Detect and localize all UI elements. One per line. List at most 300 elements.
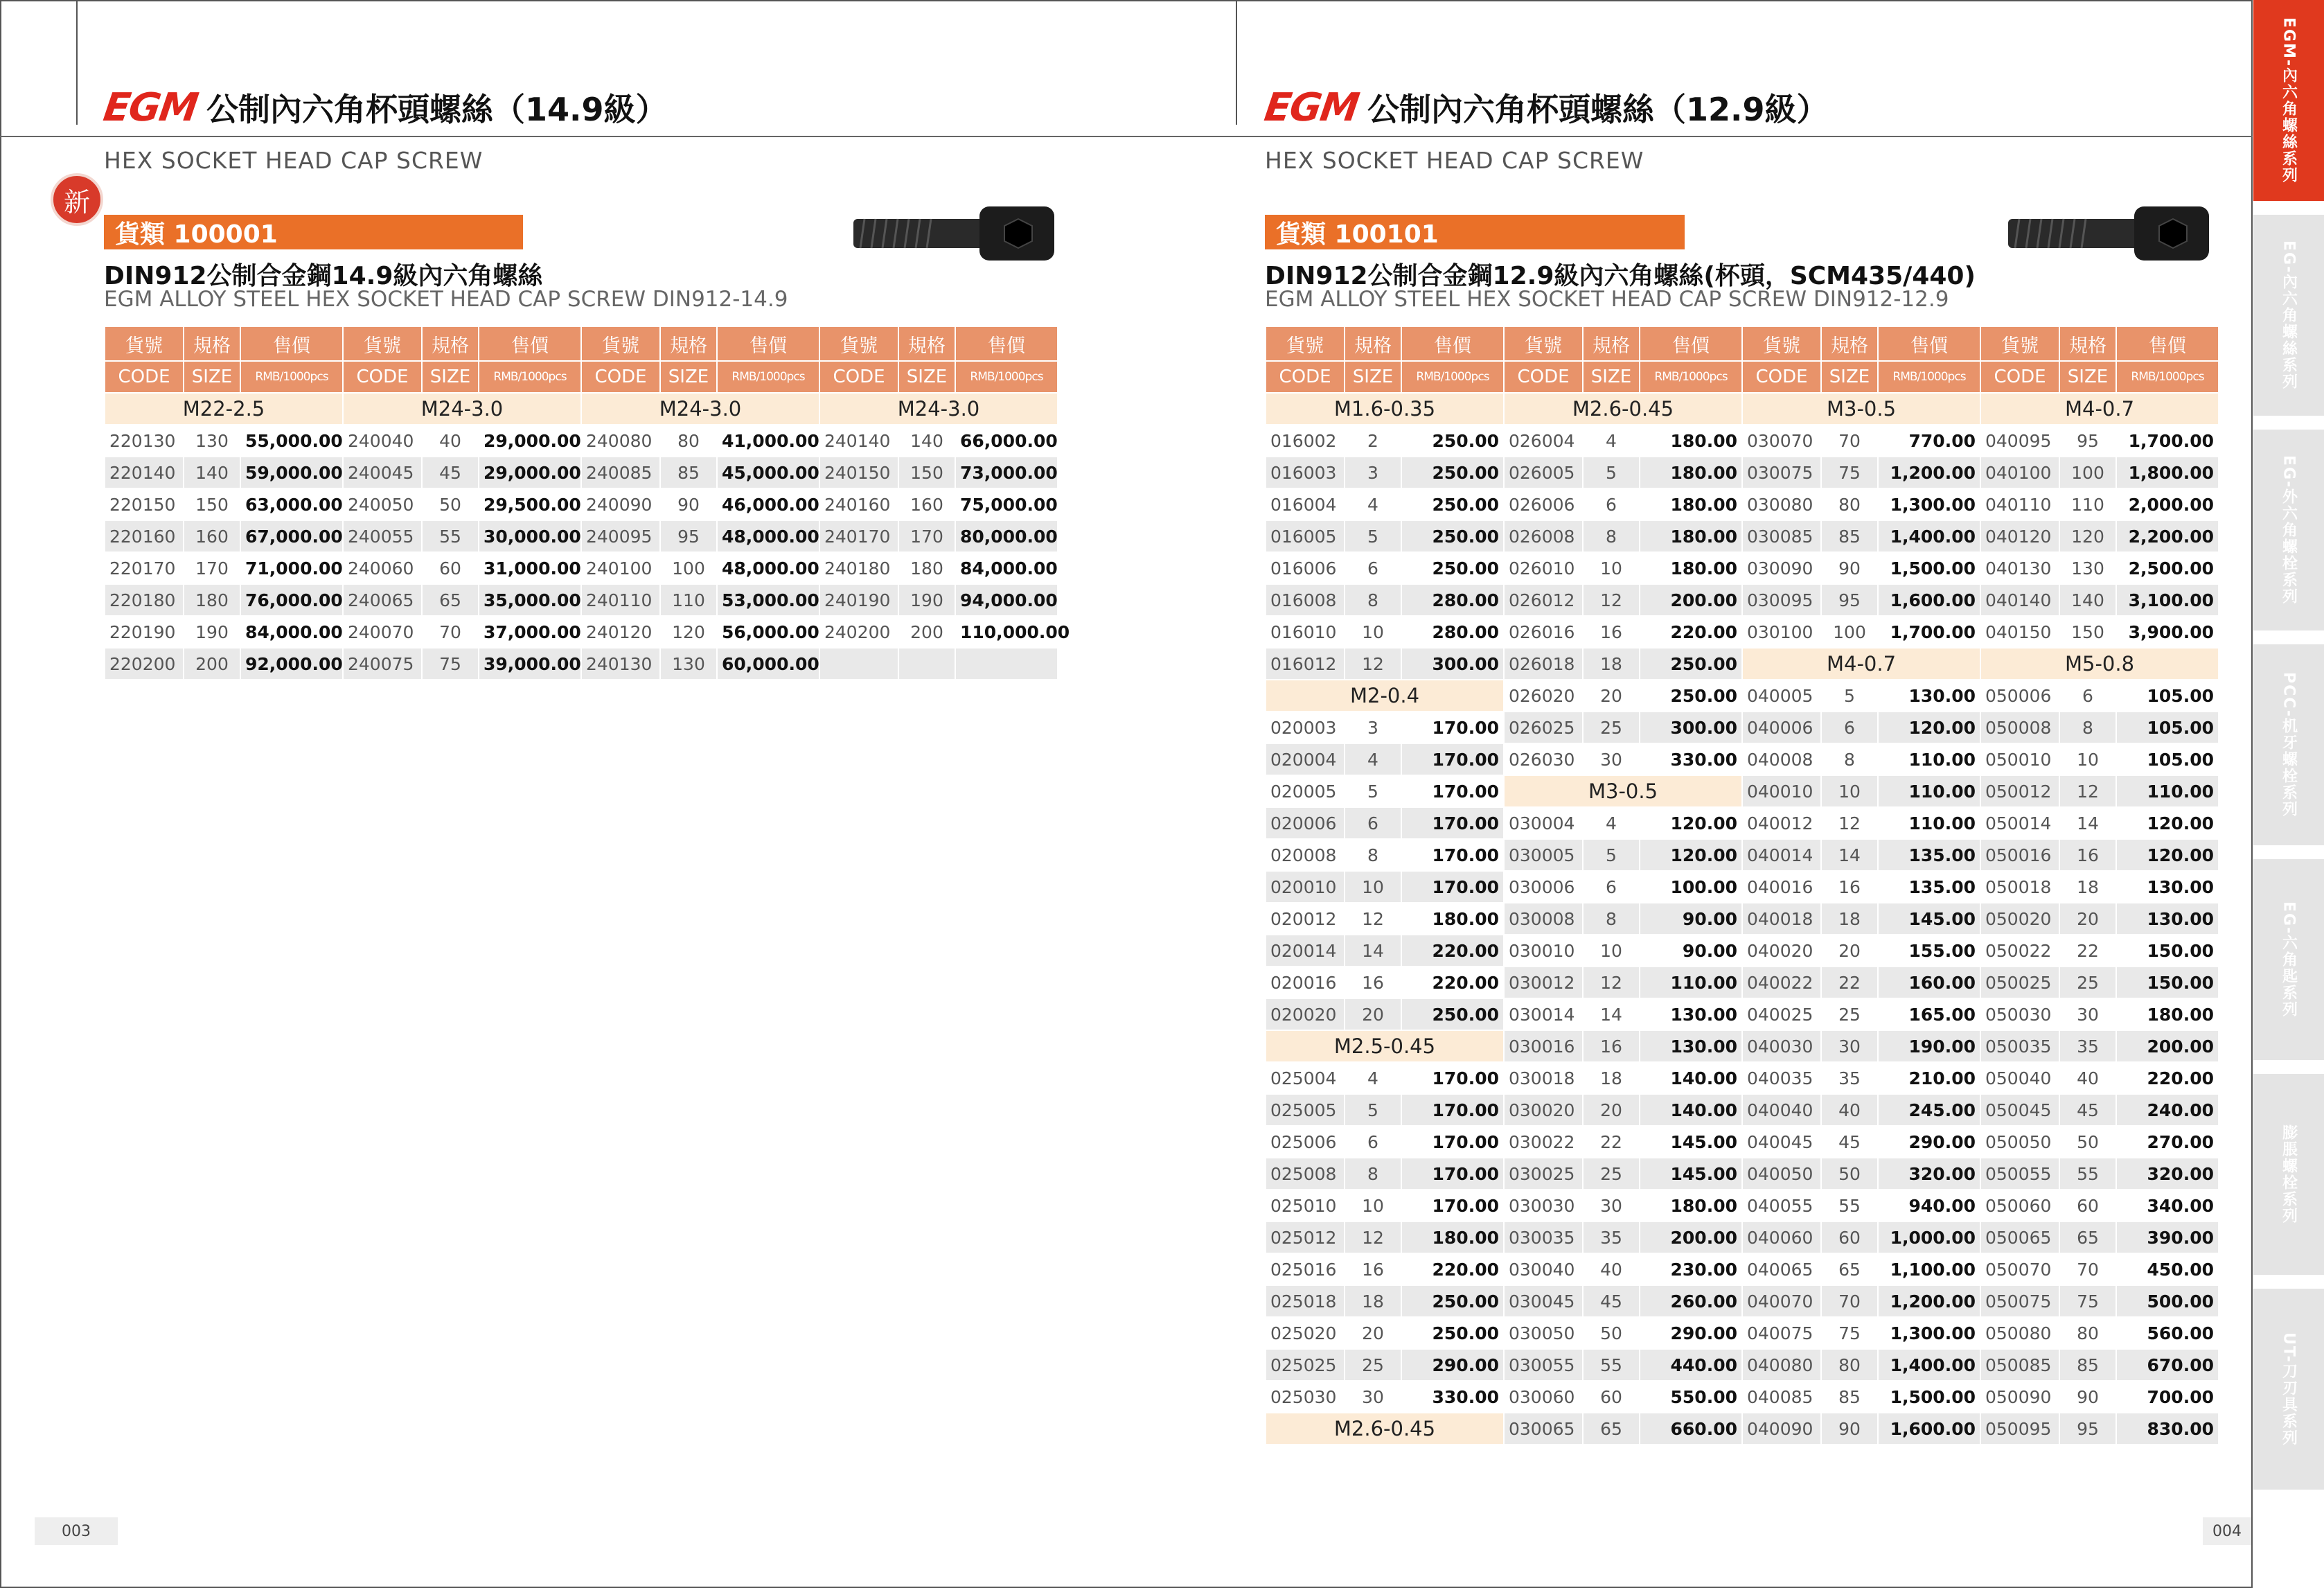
page-subtitle: HEX SOCKET HEAD CAP SCREW <box>1265 147 1644 174</box>
item-code: 030035 <box>1504 1221 1583 1253</box>
table-row <box>1266 998 2219 1030</box>
item-price: 250.00 <box>1401 1317 1504 1349</box>
spec-header: M2.6-0.45 <box>1504 393 1742 425</box>
item-code: 050006 <box>1980 680 2059 712</box>
item-size: 8 <box>1345 1158 1401 1190</box>
item-price: 60,000.00 <box>717 648 819 680</box>
screw-image <box>2005 202 2213 265</box>
item-code: 050035 <box>1980 1030 2059 1062</box>
item-price: 63,000.00 <box>240 488 343 520</box>
item-code: 026008 <box>1504 520 1583 552</box>
spec-header: M5-0.8 <box>1980 648 2219 680</box>
item-size: 6 <box>1345 807 1401 839</box>
item-price: 180.00 <box>2116 998 2219 1030</box>
item-price: 1,200.00 <box>1878 457 1980 488</box>
item-code: 220140 <box>105 457 184 488</box>
item-size: 6 <box>1821 712 1878 743</box>
item-price: 37,000.00 <box>479 616 581 648</box>
item-price: 450.00 <box>2116 1253 2219 1285</box>
item-code: 240130 <box>581 648 660 680</box>
item-price: 500.00 <box>2116 1285 2219 1317</box>
item-code: 040035 <box>1742 1062 1821 1094</box>
sidebar-tab-3[interactable]: PCC-机牙螺栓系列 <box>2253 644 2324 845</box>
item-price: 2,200.00 <box>2116 520 2219 552</box>
item-code: 040045 <box>1742 1126 1821 1158</box>
item-size: 14 <box>1583 998 1640 1030</box>
item-code: 026020 <box>1504 680 1583 712</box>
item-size: 60 <box>1821 1221 1878 1253</box>
item-price: 290.00 <box>1401 1349 1504 1381</box>
header-code-cn: 貨號 <box>105 326 184 361</box>
item-size: 5 <box>1345 1094 1401 1126</box>
new-badge: 新 <box>51 173 103 226</box>
left-price-table <box>104 326 1070 680</box>
item-code: 040040 <box>1742 1094 1821 1126</box>
item-price: 180.00 <box>1640 520 1742 552</box>
item-code: 030010 <box>1504 935 1583 967</box>
item-code: 040006 <box>1742 712 1821 743</box>
item-code: 030016 <box>1504 1030 1583 1062</box>
item-code: 040018 <box>1742 903 1821 935</box>
item-size: 3 <box>1345 712 1401 743</box>
item-price: 150.00 <box>2116 967 2219 998</box>
item-price: 170.00 <box>1401 712 1504 743</box>
header-code-cn: 貨號 <box>1742 326 1821 361</box>
header-size-en: SIZE <box>660 361 717 393</box>
sidebar-tab-5[interactable]: 膨脹螺栓系列 <box>2253 1074 2324 1275</box>
item-price: 660.00 <box>1640 1413 1742 1445</box>
item-size: 80 <box>1821 1349 1878 1381</box>
item-size: 70 <box>2059 1253 2116 1285</box>
item-code: 050040 <box>1980 1062 2059 1094</box>
item-price: 1,700.00 <box>1878 616 1980 648</box>
item-price: 29,000.00 <box>479 425 581 457</box>
table-row <box>1266 488 2219 520</box>
item-size: 4 <box>1345 1062 1401 1094</box>
header-code-cn: 貨號 <box>819 326 898 361</box>
item-code: 026025 <box>1504 712 1583 743</box>
item-price: 250.00 <box>1401 1285 1504 1317</box>
item-size: 45 <box>1821 1126 1878 1158</box>
header-code-cn: 貨號 <box>1266 326 1345 361</box>
item-size: 170 <box>898 520 955 552</box>
item-code: 020008 <box>1266 839 1345 871</box>
item-size: 5 <box>1583 457 1640 488</box>
item-code: 240085 <box>581 457 660 488</box>
item-size: 18 <box>1345 1285 1401 1317</box>
item-price: 140.00 <box>1640 1094 1742 1126</box>
item-code: 020005 <box>1266 775 1345 807</box>
item-size: 90 <box>1821 1413 1878 1445</box>
item-price: 170.00 <box>1401 775 1504 807</box>
item-size: 170 <box>184 552 240 584</box>
item-code: 050080 <box>1980 1317 2059 1349</box>
item-code: 240060 <box>343 552 422 584</box>
item-size: 20 <box>1821 935 1878 967</box>
item-code: 040055 <box>1742 1190 1821 1221</box>
item-size: 30 <box>1821 1030 1878 1062</box>
header-size-cn: 規格 <box>1583 326 1640 361</box>
product-title: DIN912公制合金鋼12.9級內六角螺絲(杯頭，SCM435/440) <box>1265 262 1976 290</box>
item-code: 030005 <box>1504 839 1583 871</box>
item-code: 240100 <box>581 552 660 584</box>
item-size: 45 <box>1583 1285 1640 1317</box>
item-price: 135.00 <box>1878 871 1980 903</box>
spine-line <box>1236 0 1237 125</box>
item-price: 220.00 <box>1401 935 1504 967</box>
item-size: 6 <box>1583 488 1640 520</box>
spec-header: M24-3.0 <box>581 393 819 425</box>
item-size: 20 <box>1583 1094 1640 1126</box>
item-price: 220.00 <box>1401 1253 1504 1285</box>
header-price-cn: 售價 <box>955 326 1058 361</box>
left-margin-line <box>76 0 78 125</box>
item-code: 025004 <box>1266 1062 1345 1094</box>
item-size: 100 <box>1821 616 1878 648</box>
item-code: 025025 <box>1266 1349 1345 1381</box>
item-size: 140 <box>184 457 240 488</box>
item-code: 040014 <box>1742 839 1821 871</box>
item-price: 1,200.00 <box>1878 1285 1980 1317</box>
item-code: 040085 <box>1742 1381 1821 1413</box>
spec-header: M24-3.0 <box>819 393 1058 425</box>
item-price: 75,000.00 <box>955 488 1058 520</box>
item-code: 016008 <box>1266 584 1345 616</box>
item-size: 110 <box>2059 488 2116 520</box>
item-size: 140 <box>898 425 955 457</box>
item-size: 65 <box>2059 1221 2116 1253</box>
header-code-en: CODE <box>1504 361 1583 393</box>
sidebar-tab-6[interactable]: UT-刀刃具系列 <box>2253 1289 2324 1490</box>
item-price: 92,000.00 <box>240 648 343 680</box>
item-size: 4 <box>1345 488 1401 520</box>
item-code: 030018 <box>1504 1062 1583 1094</box>
header-price-cn: 售價 <box>1640 326 1742 361</box>
item-price: 29,500.00 <box>479 488 581 520</box>
item-size: 95 <box>1821 584 1878 616</box>
spec-header: M2.6-0.45 <box>1266 1413 1504 1445</box>
item-price: 170.00 <box>1401 743 1504 775</box>
item-price: 560.00 <box>2116 1317 2219 1349</box>
table-row <box>1266 871 2219 903</box>
header-code-en: CODE <box>1742 361 1821 393</box>
item-price: 130.00 <box>1640 998 1742 1030</box>
item-size: 6 <box>1583 871 1640 903</box>
item-size: 35 <box>2059 1030 2116 1062</box>
header-code-en: CODE <box>1266 361 1345 393</box>
item-code: 030095 <box>1742 584 1821 616</box>
table-row <box>1266 1126 2219 1158</box>
item-code: 050085 <box>1980 1349 2059 1381</box>
item-code: 050070 <box>1980 1253 2059 1285</box>
item-size: 100 <box>660 552 717 584</box>
spec-header: M2.5-0.45 <box>1266 1030 1504 1062</box>
item-code: 050045 <box>1980 1094 2059 1126</box>
item-price: 320.00 <box>1878 1158 1980 1190</box>
item-price: 1,700.00 <box>2116 425 2219 457</box>
spec-header: M4-0.7 <box>1980 393 2219 425</box>
item-code: 050018 <box>1980 871 2059 903</box>
item-price: 110,000.00 <box>955 616 1058 648</box>
item-code: 050065 <box>1980 1221 2059 1253</box>
item-size: 95 <box>2059 425 2116 457</box>
item-size: 20 <box>1345 1317 1401 1349</box>
table-row <box>1266 807 2219 839</box>
title-rule <box>0 136 1236 137</box>
item-price: 300.00 <box>1401 648 1504 680</box>
header-size-en: SIZE <box>422 361 479 393</box>
item-price: 80,000.00 <box>955 520 1058 552</box>
item-size: 50 <box>422 488 479 520</box>
item-code: 040130 <box>1980 552 2059 584</box>
table-row <box>105 520 1058 552</box>
table-row <box>1266 552 2219 584</box>
item-price: 170.00 <box>1401 871 1504 903</box>
item-price: 280.00 <box>1401 616 1504 648</box>
item-size: 10 <box>1821 775 1878 807</box>
item-price: 90.00 <box>1640 903 1742 935</box>
item-price: 440.00 <box>1640 1349 1742 1381</box>
item-size: 95 <box>660 520 717 552</box>
item-price: 1,500.00 <box>1878 1381 1980 1413</box>
item-size: 75 <box>2059 1285 2116 1317</box>
item-code: 040025 <box>1742 998 1821 1030</box>
item-price: 110.00 <box>1878 807 1980 839</box>
item-price: 770.00 <box>1878 425 1980 457</box>
item-code: 025030 <box>1266 1381 1345 1413</box>
category-bar: 貨類 100001 <box>104 215 523 249</box>
item-code: 040016 <box>1742 871 1821 903</box>
item-code: 026006 <box>1504 488 1583 520</box>
item-code: 016012 <box>1266 648 1345 680</box>
table-row <box>1266 1317 2219 1349</box>
item-price: 250.00 <box>1640 648 1742 680</box>
item-code: 050010 <box>1980 743 2059 775</box>
spec-header: M4-0.7 <box>1742 648 1980 680</box>
item-size: 90 <box>2059 1381 2116 1413</box>
header-price-cn: 售價 <box>2116 326 2219 361</box>
item-code: 220200 <box>105 648 184 680</box>
item-size: 75 <box>1821 1317 1878 1349</box>
item-price: 700.00 <box>2116 1381 2219 1413</box>
header-code-en: CODE <box>105 361 184 393</box>
item-size: 18 <box>1583 1062 1640 1094</box>
item-size: 65 <box>422 584 479 616</box>
item-price: 155.00 <box>1878 935 1980 967</box>
item-code: 240040 <box>343 425 422 457</box>
item-price: 320.00 <box>2116 1158 2219 1190</box>
item-size: 120 <box>2059 520 2116 552</box>
header-price-unit: RMB/1000pcs <box>1401 361 1504 393</box>
item-code: 240110 <box>581 584 660 616</box>
item-size: 16 <box>1583 1030 1640 1062</box>
item-size: 10 <box>1345 871 1401 903</box>
item-code: 030090 <box>1742 552 1821 584</box>
table-row <box>1266 393 2219 425</box>
item-price: 180.00 <box>1640 488 1742 520</box>
item-price: 31,000.00 <box>479 552 581 584</box>
item-size: 14 <box>1345 935 1401 967</box>
item-price: 120.00 <box>2116 839 2219 871</box>
item-size: 4 <box>1583 425 1640 457</box>
item-price: 120.00 <box>1640 839 1742 871</box>
item-code: 026030 <box>1504 743 1583 775</box>
item-price: 940.00 <box>1878 1190 1980 1221</box>
item-price: 250.00 <box>1401 488 1504 520</box>
page-title: 公制內六角杯頭螺絲（12.9級） <box>1367 91 1829 128</box>
item-code: 020004 <box>1266 743 1345 775</box>
item-code: 025008 <box>1266 1158 1345 1190</box>
item-code: 050055 <box>1980 1158 2059 1190</box>
item-code: 025006 <box>1266 1126 1345 1158</box>
header-size-cn: 規格 <box>422 326 479 361</box>
item-code: 030065 <box>1504 1413 1583 1445</box>
item-size: 65 <box>1583 1413 1640 1445</box>
item-size: 35 <box>1583 1221 1640 1253</box>
item-size: 130 <box>660 648 717 680</box>
item-code: 016006 <box>1266 552 1345 584</box>
spec-header: M22-2.5 <box>105 393 343 425</box>
item-size: 100 <box>2059 457 2116 488</box>
item-code: 040005 <box>1742 680 1821 712</box>
spec-header: M1.6-0.35 <box>1266 393 1504 425</box>
item-code: 025020 <box>1266 1317 1345 1349</box>
item-code: 020010 <box>1266 871 1345 903</box>
item-code: 030100 <box>1742 616 1821 648</box>
item-size: 120 <box>660 616 717 648</box>
item-size: 110 <box>660 584 717 616</box>
sidebar-tab-2[interactable]: EG-外六角螺栓系列 <box>2253 430 2324 630</box>
item-code: 240045 <box>343 457 422 488</box>
table-row <box>105 488 1058 520</box>
item-code: 020012 <box>1266 903 1345 935</box>
item-price: 180.00 <box>1640 425 1742 457</box>
item-size: 10 <box>1583 935 1640 967</box>
item-price: 76,000.00 <box>240 584 343 616</box>
item-price: 290.00 <box>1878 1126 1980 1158</box>
item-code: 240190 <box>819 584 898 616</box>
item-size: 8 <box>1583 903 1640 935</box>
table-row <box>1266 680 2219 712</box>
item-size: 30 <box>1345 1381 1401 1413</box>
item-size: 70 <box>1821 425 1878 457</box>
item-price: 1,400.00 <box>1878 1349 1980 1381</box>
item-size: 80 <box>2059 1317 2116 1349</box>
item-price: 39,000.00 <box>479 648 581 680</box>
item-size: 18 <box>1583 648 1640 680</box>
item-size: 200 <box>184 648 240 680</box>
item-price: 2,000.00 <box>2116 488 2219 520</box>
sidebar-tab-4[interactable]: EG-六角匙系列 <box>2253 859 2324 1060</box>
item-price: 48,000.00 <box>717 520 819 552</box>
item-size: 160 <box>184 520 240 552</box>
item-size: 25 <box>1345 1349 1401 1381</box>
left-title-bar <box>100 83 668 132</box>
item-price: 210.00 <box>1878 1062 1980 1094</box>
spec-header: M24-3.0 <box>343 393 581 425</box>
item-size: 16 <box>2059 839 2116 871</box>
table-row <box>1266 520 2219 552</box>
item-price: 120.00 <box>2116 807 2219 839</box>
item-code: 025018 <box>1266 1285 1345 1317</box>
item-size: 16 <box>1583 616 1640 648</box>
item-price: 330.00 <box>1640 743 1742 775</box>
item-code: 026010 <box>1504 552 1583 584</box>
item-price: 90.00 <box>1640 935 1742 967</box>
item-code: 240160 <box>819 488 898 520</box>
item-price: 120.00 <box>1878 712 1980 743</box>
item-code: 220160 <box>105 520 184 552</box>
item-price: 200.00 <box>1640 584 1742 616</box>
item-size: 150 <box>2059 616 2116 648</box>
item-code: 240070 <box>343 616 422 648</box>
sidebar-tab-0[interactable]: EGM-內六角螺絲系列 <box>2253 0 2324 201</box>
item-code: 040110 <box>1980 488 2059 520</box>
sidebar-tab-1[interactable]: EG-內六角螺絲系列 <box>2253 215 2324 416</box>
item-price: 1,000.00 <box>1878 1221 1980 1253</box>
header-code-cn: 貨號 <box>581 326 660 361</box>
item-code: 030050 <box>1504 1317 1583 1349</box>
item-price: 260.00 <box>1640 1285 1742 1317</box>
item-code: 030055 <box>1504 1349 1583 1381</box>
header-size-en: SIZE <box>2059 361 2116 393</box>
item-size: 8 <box>2059 712 2116 743</box>
item-code: 240200 <box>819 616 898 648</box>
item-code: 020006 <box>1266 807 1345 839</box>
item-size: 95 <box>2059 1413 2116 1445</box>
item-price: 105.00 <box>2116 712 2219 743</box>
item-code: 040070 <box>1742 1285 1821 1317</box>
item-code: 040080 <box>1742 1349 1821 1381</box>
item-price: 180.00 <box>1640 457 1742 488</box>
page-title: 公制內六角杯頭螺絲（14.9級） <box>206 91 668 128</box>
item-price: 145.00 <box>1640 1126 1742 1158</box>
empty-cell <box>898 648 955 680</box>
item-size: 8 <box>1821 743 1878 775</box>
item-code: 040022 <box>1742 967 1821 998</box>
header-size-cn: 規格 <box>1345 326 1401 361</box>
item-price: 3,100.00 <box>2116 584 2219 616</box>
header-size-cn: 規格 <box>660 326 717 361</box>
item-size: 45 <box>2059 1094 2116 1126</box>
item-size: 10 <box>1583 552 1640 584</box>
header-price-unit: RMB/1000pcs <box>1640 361 1742 393</box>
item-price: 290.00 <box>1640 1317 1742 1349</box>
item-code: 220130 <box>105 425 184 457</box>
item-code: 016004 <box>1266 488 1345 520</box>
item-price: 1,600.00 <box>1878 584 1980 616</box>
item-code: 240095 <box>581 520 660 552</box>
item-price: 145.00 <box>1640 1158 1742 1190</box>
header-price-cn: 售價 <box>479 326 581 361</box>
item-size: 60 <box>1583 1381 1640 1413</box>
item-price: 250.00 <box>1401 457 1504 488</box>
item-price: 110.00 <box>1640 967 1742 998</box>
table-row <box>1266 648 2219 680</box>
item-price: 84,000.00 <box>955 552 1058 584</box>
item-code: 050095 <box>1980 1413 2059 1445</box>
item-size: 5 <box>1345 775 1401 807</box>
header-price-unit: RMB/1000pcs <box>1878 361 1980 393</box>
header-code-cn: 貨號 <box>1504 326 1583 361</box>
item-size: 40 <box>422 425 479 457</box>
item-size: 70 <box>1821 1285 1878 1317</box>
item-size: 180 <box>184 584 240 616</box>
item-size: 30 <box>1583 1190 1640 1221</box>
page-number: 003 <box>35 1517 118 1545</box>
page-number: 004 <box>2203 1517 2251 1545</box>
item-code: 220180 <box>105 584 184 616</box>
